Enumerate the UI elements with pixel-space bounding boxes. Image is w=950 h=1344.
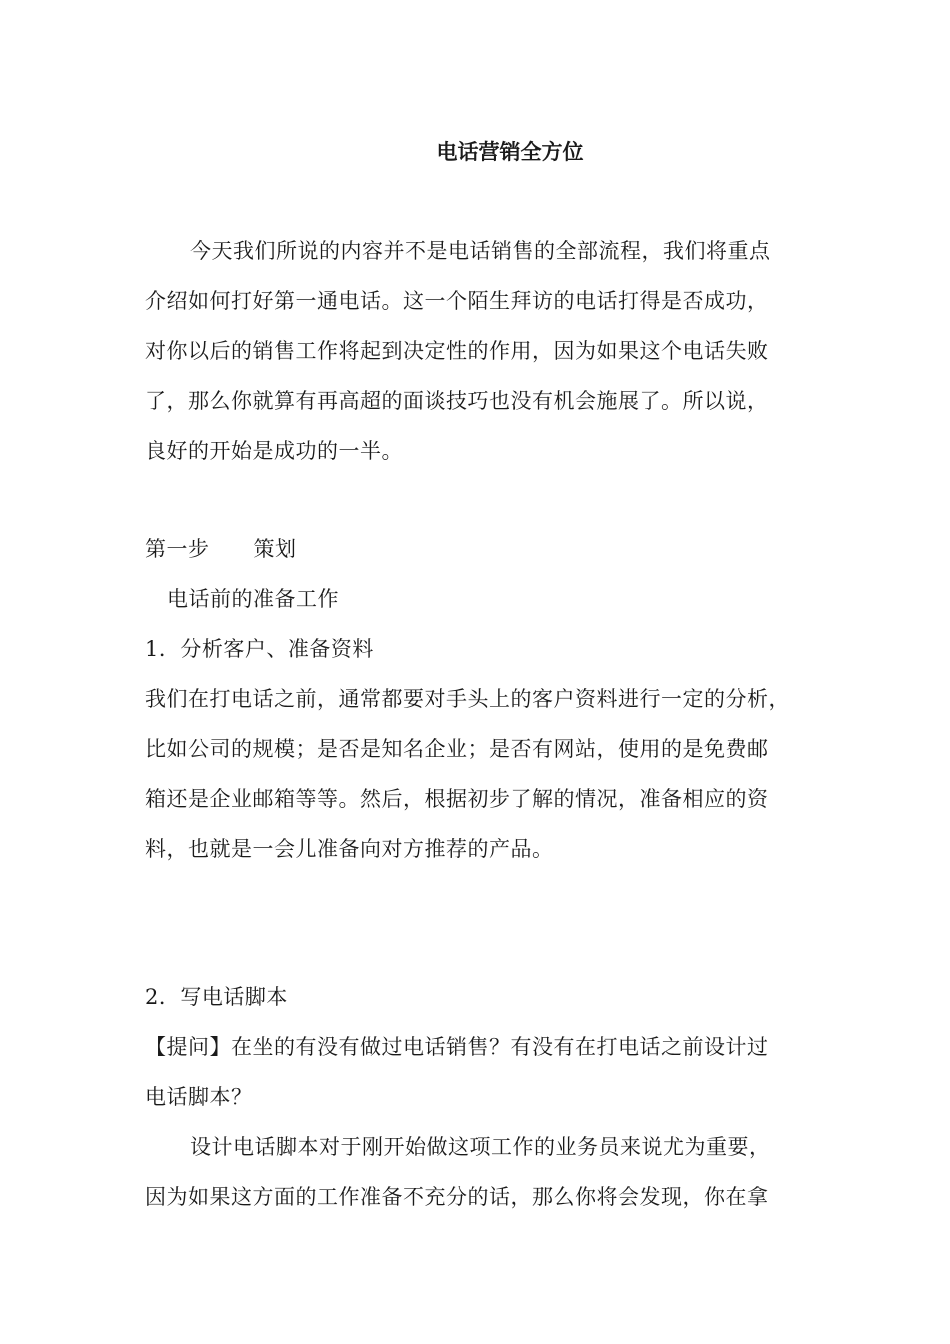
item-heading: 1．分析客户、准备资料 [145, 637, 374, 661]
document-title: 电话营销全方位 [436, 140, 584, 164]
intro-line: 对你以后的销售工作将起到决定性的作用，因为如果这个电话失败 [145, 339, 769, 363]
item-heading: 2．写电话脚本 [145, 985, 288, 1009]
intro-line: 今天我们所说的内容并不是电话销售的全部流程，我们将重点 [190, 239, 771, 263]
body-line: 因为如果这方面的工作准备不充分的话，那么你将会发现，你在拿 [145, 1185, 769, 1209]
body-line: 箱还是企业邮箱等等。然后，根据初步了解的情况，准备相应的资 [145, 787, 769, 811]
intro-line: 良好的开始是成功的一半。 [145, 439, 403, 463]
intro-line: 介绍如何打好第一通电话。这一个陌生拜访的电话打得是否成功， [145, 289, 769, 313]
section-heading: 电话前的准备工作 [167, 587, 339, 611]
body-line: 比如公司的规模；是否是知名企业；是否有网站，使用的是免费邮 [145, 737, 769, 761]
step-label: 第一步 [145, 537, 210, 561]
intro-line: 了，那么你就算有再高超的面谈技巧也没有机会施展了。所以说， [145, 389, 769, 413]
question-line: 电话脚本？ [145, 1085, 253, 1109]
question-line: 【提问】在坐的有没有做过电话销售？有没有在打电话之前设计过 [145, 1035, 769, 1059]
body-line: 设计电话脚本对于刚开始做这项工作的业务员来说尤为重要， [190, 1135, 771, 1159]
step-name: 策划 [253, 537, 297, 561]
step-heading [145, 534, 297, 564]
body-line: 料，也就是一会儿准备向对方推荐的产品。 [145, 837, 554, 861]
body-line: 我们在打电话之前，通常都要对手头上的客户资料进行一定的分析， [145, 687, 790, 711]
